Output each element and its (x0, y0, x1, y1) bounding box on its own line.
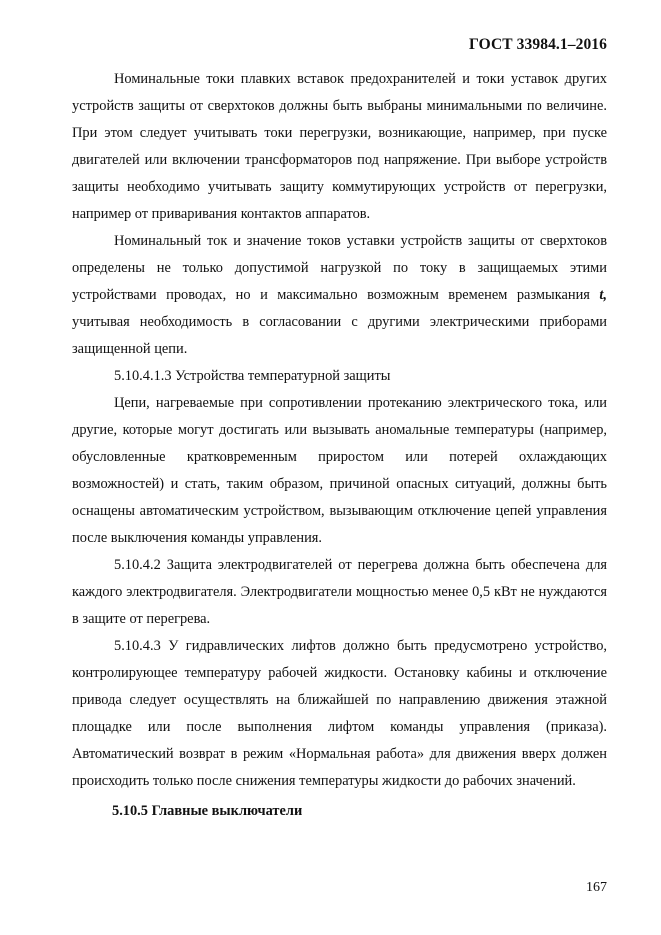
document-code-header: ГОСТ 33984.1–2016 (469, 36, 607, 53)
paragraph-nominal-current (72, 228, 607, 363)
subsection-title: 5.10.4.1.3 Устройства температурной защиты (114, 368, 391, 384)
italic-variable: t, (599, 287, 607, 303)
paragraph-hydraulic-lifts: 5.10.4.3 У гидравлических лифтов должно быть предусмотрено устройство, контролирующее температуру рабочей жидкости. Остановку кабины и отключение привода следует осуществлять на ближайшей по направлению движения этажной площадке или после выполнения лифтом команды управления (приказа). Автоматический возврат в режим «Нормальная работа» для движения вверх должен происходить только после снижения температуры жидкости до рабочих значений. (72, 638, 607, 789)
paragraph-temperature-protection: Цепи, нагреваемые при сопротивлении протеканию электрического тока, или другие, которые могут достигать или вызывать аномальные температуры (например, обусловленные кратковременным приростом или потерей охлаждающих возможностей) и стать, таким образом, причиной опасных ситуаций, должны быть оснащены автоматическим устройством, вызывающим отключение цепей управления после выключения команды управления. (72, 395, 607, 546)
paragraph-text: учитывая необходимость в согласовании с другими электрическими приборами защищенной цепи. (72, 314, 607, 357)
page-number: 167 (586, 880, 607, 895)
paragraph-protection-currents: Номинальные токи плавких вставок предохранителей и токи уставок других устройств защиты от сверхтоков должны быть выбраны минимальными по величине. При этом следует учитывать токи перегрузки, возникающие, например, при пуске двигателей или включении трансформаторов под напряжение. При выборе устройств защиты необходимо учитывать защиту коммутирующих устройств от перегрузки, например от приваривания контактов аппаратов. (72, 71, 607, 222)
paragraph-motor-overheat: 5.10.4.2 Защита электродвигателей от перегрева должна быть обеспечена для каждого электродвигателя. Электродвигатели мощностью менее 0,5 кВт не нуждаются в защите от перегрева. (72, 557, 607, 627)
section-heading: 5.10.5 Главные выключатели (112, 803, 303, 819)
paragraph-text: Номинальный ток и значение токов уставки устройств защиты от сверхтоков определены не только допустимой нагрузкой по току в защищаемых этими устройствами проводах, но и максимально возможным временем размыкания (72, 233, 607, 303)
document-body (72, 66, 607, 825)
